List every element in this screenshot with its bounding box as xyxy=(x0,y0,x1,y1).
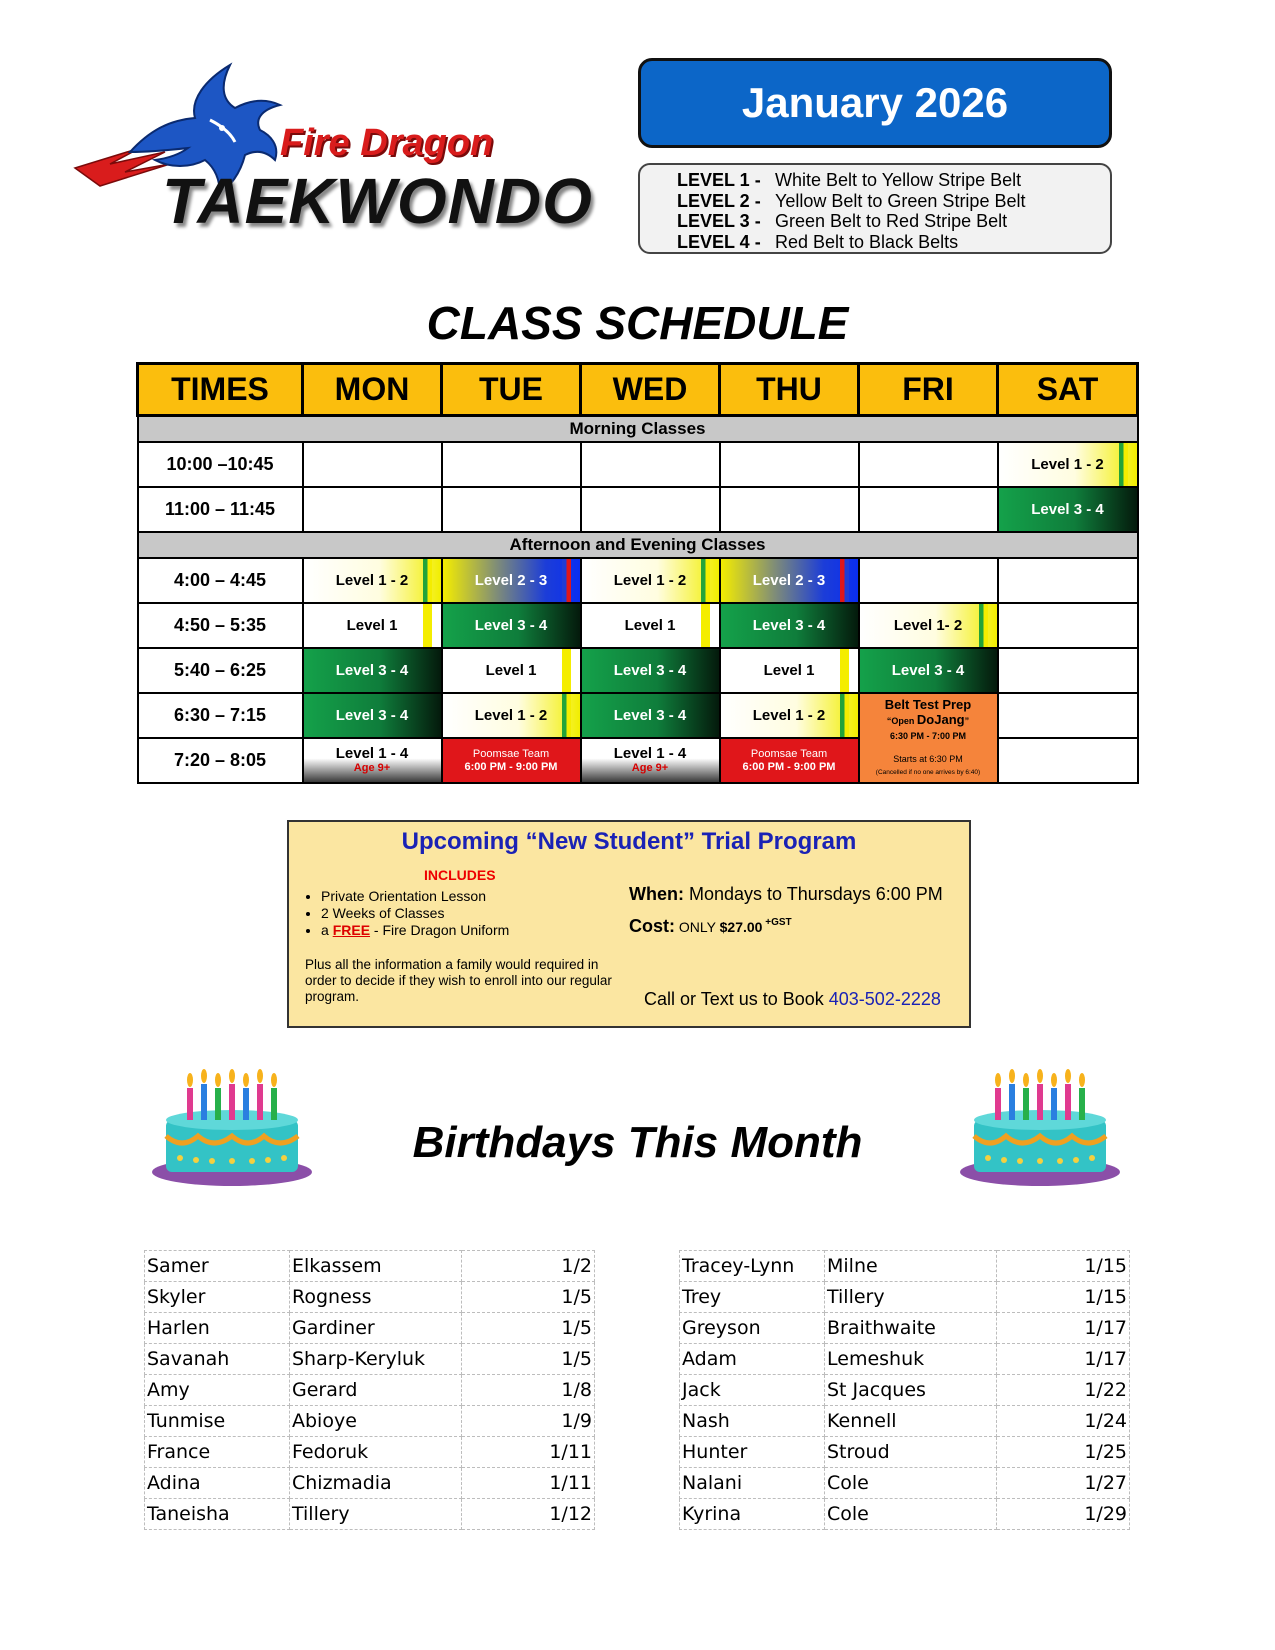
class-sublabel: Age 9+ xyxy=(631,761,669,774)
empty-cell xyxy=(998,603,1138,648)
last-name-cell: Sharp-Keryluk xyxy=(290,1344,462,1375)
class-cell xyxy=(303,648,442,693)
first-name-cell: Taneisha xyxy=(145,1499,290,1530)
table-row xyxy=(680,1406,1130,1437)
first-name-cell: Amy xyxy=(145,1375,290,1406)
level-desc: Green Belt to Red Stripe Belt xyxy=(775,211,1008,231)
list-item: • a FREE - Fire Dragon Uniform xyxy=(321,922,509,939)
date-cell: 1/8 xyxy=(462,1375,595,1406)
first-name-cell: Kyrina xyxy=(680,1499,825,1530)
class-label: Level 1 xyxy=(485,662,537,679)
schedule-row xyxy=(138,603,1138,648)
first-name-cell: Hunter xyxy=(680,1437,825,1468)
date-cell: 1/5 xyxy=(462,1344,595,1375)
schedule-title: CLASS SCHEDULE xyxy=(426,297,849,349)
table-row xyxy=(680,1375,1130,1406)
class-sublabel: 6:00 PM - 9:00 PM xyxy=(742,760,836,773)
time-slot: 4:00 – 4:45 xyxy=(138,558,303,603)
empty-cell xyxy=(720,487,859,532)
first-name-cell: Tunmise xyxy=(145,1406,290,1437)
date-cell: 1/15 xyxy=(997,1282,1130,1313)
header-times: TIMES xyxy=(138,364,303,416)
date-cell: 1/17 xyxy=(997,1344,1130,1375)
header-mon: MON xyxy=(303,364,442,416)
empty-cell xyxy=(303,487,442,532)
last-name-cell: Tillery xyxy=(825,1282,997,1313)
date-cell: 1/5 xyxy=(462,1313,595,1344)
belt-test-title: Belt Test Prep xyxy=(884,696,972,712)
schedule-row xyxy=(138,558,1138,603)
empty-cell xyxy=(303,442,442,487)
first-name-cell: Nalani xyxy=(680,1468,825,1499)
birthdays-title: Birthdays This Month xyxy=(412,1118,863,1167)
class-cell xyxy=(720,648,859,693)
class-cell xyxy=(720,603,859,648)
class-cell xyxy=(442,648,581,693)
class-label: Level 2 - 3 xyxy=(752,572,826,589)
level-row xyxy=(677,211,1110,232)
table-row xyxy=(145,1344,595,1375)
first-name-cell: Adam xyxy=(680,1344,825,1375)
class-label: Level 3 - 4 xyxy=(613,707,687,724)
last-name-cell: Kennell xyxy=(825,1406,997,1437)
last-name-cell: St Jacques xyxy=(825,1375,997,1406)
time-slot: 10:00 –10:45 xyxy=(138,442,303,487)
last-name-cell: Cole xyxy=(825,1468,997,1499)
morning-section-label: Morning Classes xyxy=(138,416,1138,443)
class-label: Level 1 - 2 xyxy=(613,572,687,589)
last-name-cell: Gardiner xyxy=(290,1313,462,1344)
table-row xyxy=(680,1499,1130,1530)
table-row xyxy=(680,1468,1130,1499)
date-cell: 1/24 xyxy=(997,1406,1130,1437)
first-name-cell: Savanah xyxy=(145,1344,290,1375)
table-row xyxy=(145,1437,595,1468)
last-name-cell: Chizmadia xyxy=(290,1468,462,1499)
date-cell: 1/17 xyxy=(997,1313,1130,1344)
date-cell: 1/9 xyxy=(462,1406,595,1437)
class-cell xyxy=(581,648,720,693)
list-item: • 2 Weeks of Classes xyxy=(321,905,509,922)
class-sublabel: Age 9+ xyxy=(353,761,391,774)
empty-cell xyxy=(581,442,720,487)
last-name-cell: Milne xyxy=(825,1251,997,1282)
level-row xyxy=(677,232,1110,253)
birthday-table-right xyxy=(679,1250,1130,1530)
class-label: Level 1 - 2 xyxy=(752,707,826,724)
trial-call: Call or Text us to Book 403-502-2228 xyxy=(644,989,941,1009)
empty-cell xyxy=(998,648,1138,693)
last-name-cell: Cole xyxy=(825,1499,997,1530)
class-cell xyxy=(442,558,581,603)
time-slot: 7:20 – 8:05 xyxy=(138,738,303,783)
class-label: Level 1 xyxy=(624,617,676,634)
last-name-cell: Rogness xyxy=(290,1282,462,1313)
first-name-cell: Samer xyxy=(145,1251,290,1282)
trial-title: Upcoming “New Student” Trial Program xyxy=(401,828,857,855)
class-cell xyxy=(303,558,442,603)
schedule-row xyxy=(138,487,1138,532)
first-name-cell: Skyler xyxy=(145,1282,290,1313)
schedule-row xyxy=(138,648,1138,693)
table-row xyxy=(680,1251,1130,1282)
includes-label: INCLUDES xyxy=(424,867,496,883)
class-label: Level 1 - 2 xyxy=(335,572,409,589)
belt-test-note: (Cancelled if no one arrives by 6:40) xyxy=(875,768,981,776)
date-cell: 1/27 xyxy=(997,1468,1130,1499)
trial-description: Plus all the information a family would required in order to decide if they wish to enroll into our regular program. xyxy=(305,957,612,1004)
class-cell xyxy=(581,558,720,603)
class-cell xyxy=(442,738,581,783)
empty-cell xyxy=(859,558,998,603)
level-label: LEVEL 1 - xyxy=(677,170,761,190)
first-name-cell: France xyxy=(145,1437,290,1468)
date-cell: 1/22 xyxy=(997,1375,1130,1406)
month-banner: January 2026 xyxy=(638,58,1112,148)
class-label: Level 3 - 4 xyxy=(335,707,409,724)
afternoon-section-label: Afternoon and Evening Classes xyxy=(138,532,1138,558)
table-row xyxy=(680,1344,1130,1375)
last-name-cell: Lemeshuk xyxy=(825,1344,997,1375)
table-row xyxy=(145,1499,595,1530)
date-cell: 1/29 xyxy=(997,1499,1130,1530)
date-cell: 1/5 xyxy=(462,1282,595,1313)
class-sublabel: 6:00 PM - 9:00 PM xyxy=(464,760,558,773)
header-tue: TUE xyxy=(442,364,581,416)
phone-number: 403-502-2228 xyxy=(828,989,941,1009)
belt-test-open-line: “Open DoJang” xyxy=(886,711,970,727)
class-label: Level 1 - 4 xyxy=(335,744,409,762)
level-label: LEVEL 4 - xyxy=(677,231,761,252)
last-name-cell: Gerard xyxy=(290,1375,462,1406)
class-label: Poomsae Team xyxy=(472,747,550,760)
trial-program-box xyxy=(287,820,971,1028)
class-label: Level 3 - 4 xyxy=(613,662,687,679)
first-name-cell: Jack xyxy=(680,1375,825,1406)
trial-when: When: Mondays to Thursdays 6:00 PM xyxy=(629,884,943,904)
table-row xyxy=(145,1468,595,1499)
includes-list xyxy=(295,888,509,939)
belt-test-hours: 6:30 PM - 7:00 PM xyxy=(889,730,967,741)
class-cell xyxy=(859,603,998,648)
class-label: Poomsae Team xyxy=(750,747,828,760)
header-thu: THU xyxy=(720,364,859,416)
level-label: LEVEL 3 - xyxy=(677,211,761,231)
last-name-cell: Abioye xyxy=(290,1406,462,1437)
time-slot: 4:50 – 5:35 xyxy=(138,603,303,648)
empty-cell xyxy=(998,693,1138,738)
class-cell xyxy=(303,738,442,783)
first-name-cell: Trey xyxy=(680,1282,825,1313)
table-row xyxy=(145,1313,595,1344)
empty-cell xyxy=(859,442,998,487)
class-cell xyxy=(720,693,859,738)
belt-test-starts: Starts at 6:30 PM xyxy=(893,753,963,764)
table-row xyxy=(145,1251,595,1282)
class-label: Level 3 - 4 xyxy=(335,662,409,679)
level-legend xyxy=(638,163,1112,254)
free-label: FREE xyxy=(332,922,371,938)
date-cell: 1/11 xyxy=(462,1468,595,1499)
last-name-cell: Braithwaite xyxy=(825,1313,997,1344)
class-label: Level 1 - 4 xyxy=(613,744,687,762)
table-row xyxy=(145,1282,595,1313)
schedule-header-row xyxy=(138,364,1138,416)
class-label: Level 2 - 3 xyxy=(474,572,548,589)
class-cell xyxy=(303,693,442,738)
empty-cell xyxy=(998,738,1138,783)
date-cell: 1/12 xyxy=(462,1499,595,1530)
class-cell xyxy=(303,603,442,648)
level-desc: Yellow Belt to Green Stripe Belt xyxy=(775,190,1026,211)
time-slot: 5:40 – 6:25 xyxy=(138,648,303,693)
class-label: Level 3 - 4 xyxy=(891,662,965,679)
trial-cost: Cost: ONLY $27.00 $^{+GST}$ xyxy=(629,916,792,936)
schedule-row xyxy=(138,693,1138,738)
logo xyxy=(70,60,593,250)
class-label: Level 3 - 4 xyxy=(474,617,548,634)
date-cell: 1/15 xyxy=(997,1251,1130,1282)
brand-wordmark: TAEKWONDO xyxy=(162,165,593,237)
table-row xyxy=(680,1282,1130,1313)
empty-cell xyxy=(442,442,581,487)
last-name-cell: Stroud xyxy=(825,1437,997,1468)
list-item: • Private Orientation Lesson xyxy=(321,888,509,905)
class-cell xyxy=(998,442,1138,487)
class-cell xyxy=(998,487,1138,532)
class-label: Level 1- 2 xyxy=(893,617,963,634)
empty-cell xyxy=(581,487,720,532)
first-name-cell: Nash xyxy=(680,1406,825,1437)
first-name-cell: Harlen xyxy=(145,1313,290,1344)
level-label: LEVEL 2 - xyxy=(677,190,761,211)
class-cell xyxy=(581,693,720,738)
schedule-row xyxy=(138,442,1138,487)
class-cell xyxy=(442,603,581,648)
header-fri: FRI xyxy=(859,364,998,416)
time-slot: 6:30 – 7:15 xyxy=(138,693,303,738)
date-cell: 1/11 xyxy=(462,1437,595,1468)
empty-cell xyxy=(859,487,998,532)
date-cell: 1/25 xyxy=(997,1437,1130,1468)
first-name-cell: Tracey-Lynn xyxy=(680,1251,825,1282)
first-name-cell: Greyson xyxy=(680,1313,825,1344)
header-sat: SAT xyxy=(998,364,1138,416)
belt-test-prep-cell xyxy=(859,693,998,783)
class-label: Level 3 - 4 xyxy=(1031,501,1104,518)
class-cell xyxy=(581,738,720,783)
level-row xyxy=(677,170,1110,191)
last-name-cell: Tillery xyxy=(290,1499,462,1530)
class-cell xyxy=(442,693,581,738)
class-cell xyxy=(581,603,720,648)
table-row xyxy=(680,1437,1130,1468)
last-name-cell: Elkassem xyxy=(290,1251,462,1282)
date-cell: 1/2 xyxy=(462,1251,595,1282)
class-cell xyxy=(720,738,859,783)
class-label: Level 1 - 2 xyxy=(474,707,548,724)
class-label: Level 1 xyxy=(763,662,815,679)
empty-cell xyxy=(720,442,859,487)
class-label: Level 1 - 2 xyxy=(1031,456,1104,473)
class-label: Level 3 - 4 xyxy=(752,617,826,634)
birthday-table-left xyxy=(144,1250,595,1530)
level-desc: White Belt to Yellow Stripe Belt xyxy=(775,170,1022,190)
empty-cell xyxy=(442,487,581,532)
class-cell xyxy=(859,648,998,693)
table-row xyxy=(145,1375,595,1406)
time-slot: 11:00 – 11:45 xyxy=(138,487,303,532)
header-wed: WED xyxy=(581,364,720,416)
table-row xyxy=(680,1313,1130,1344)
first-name-cell: Adina xyxy=(145,1468,290,1499)
brand-name: Fire Dragon xyxy=(280,122,494,164)
class-schedule-table xyxy=(136,362,1139,784)
level-row xyxy=(677,191,1110,212)
last-name-cell: Fedoruk xyxy=(290,1437,462,1468)
empty-cell xyxy=(998,558,1138,603)
class-label: Level 1 xyxy=(346,617,398,634)
table-row xyxy=(145,1406,595,1437)
class-cell xyxy=(720,558,859,603)
level-desc: Red Belt to Black Belts xyxy=(775,231,959,252)
